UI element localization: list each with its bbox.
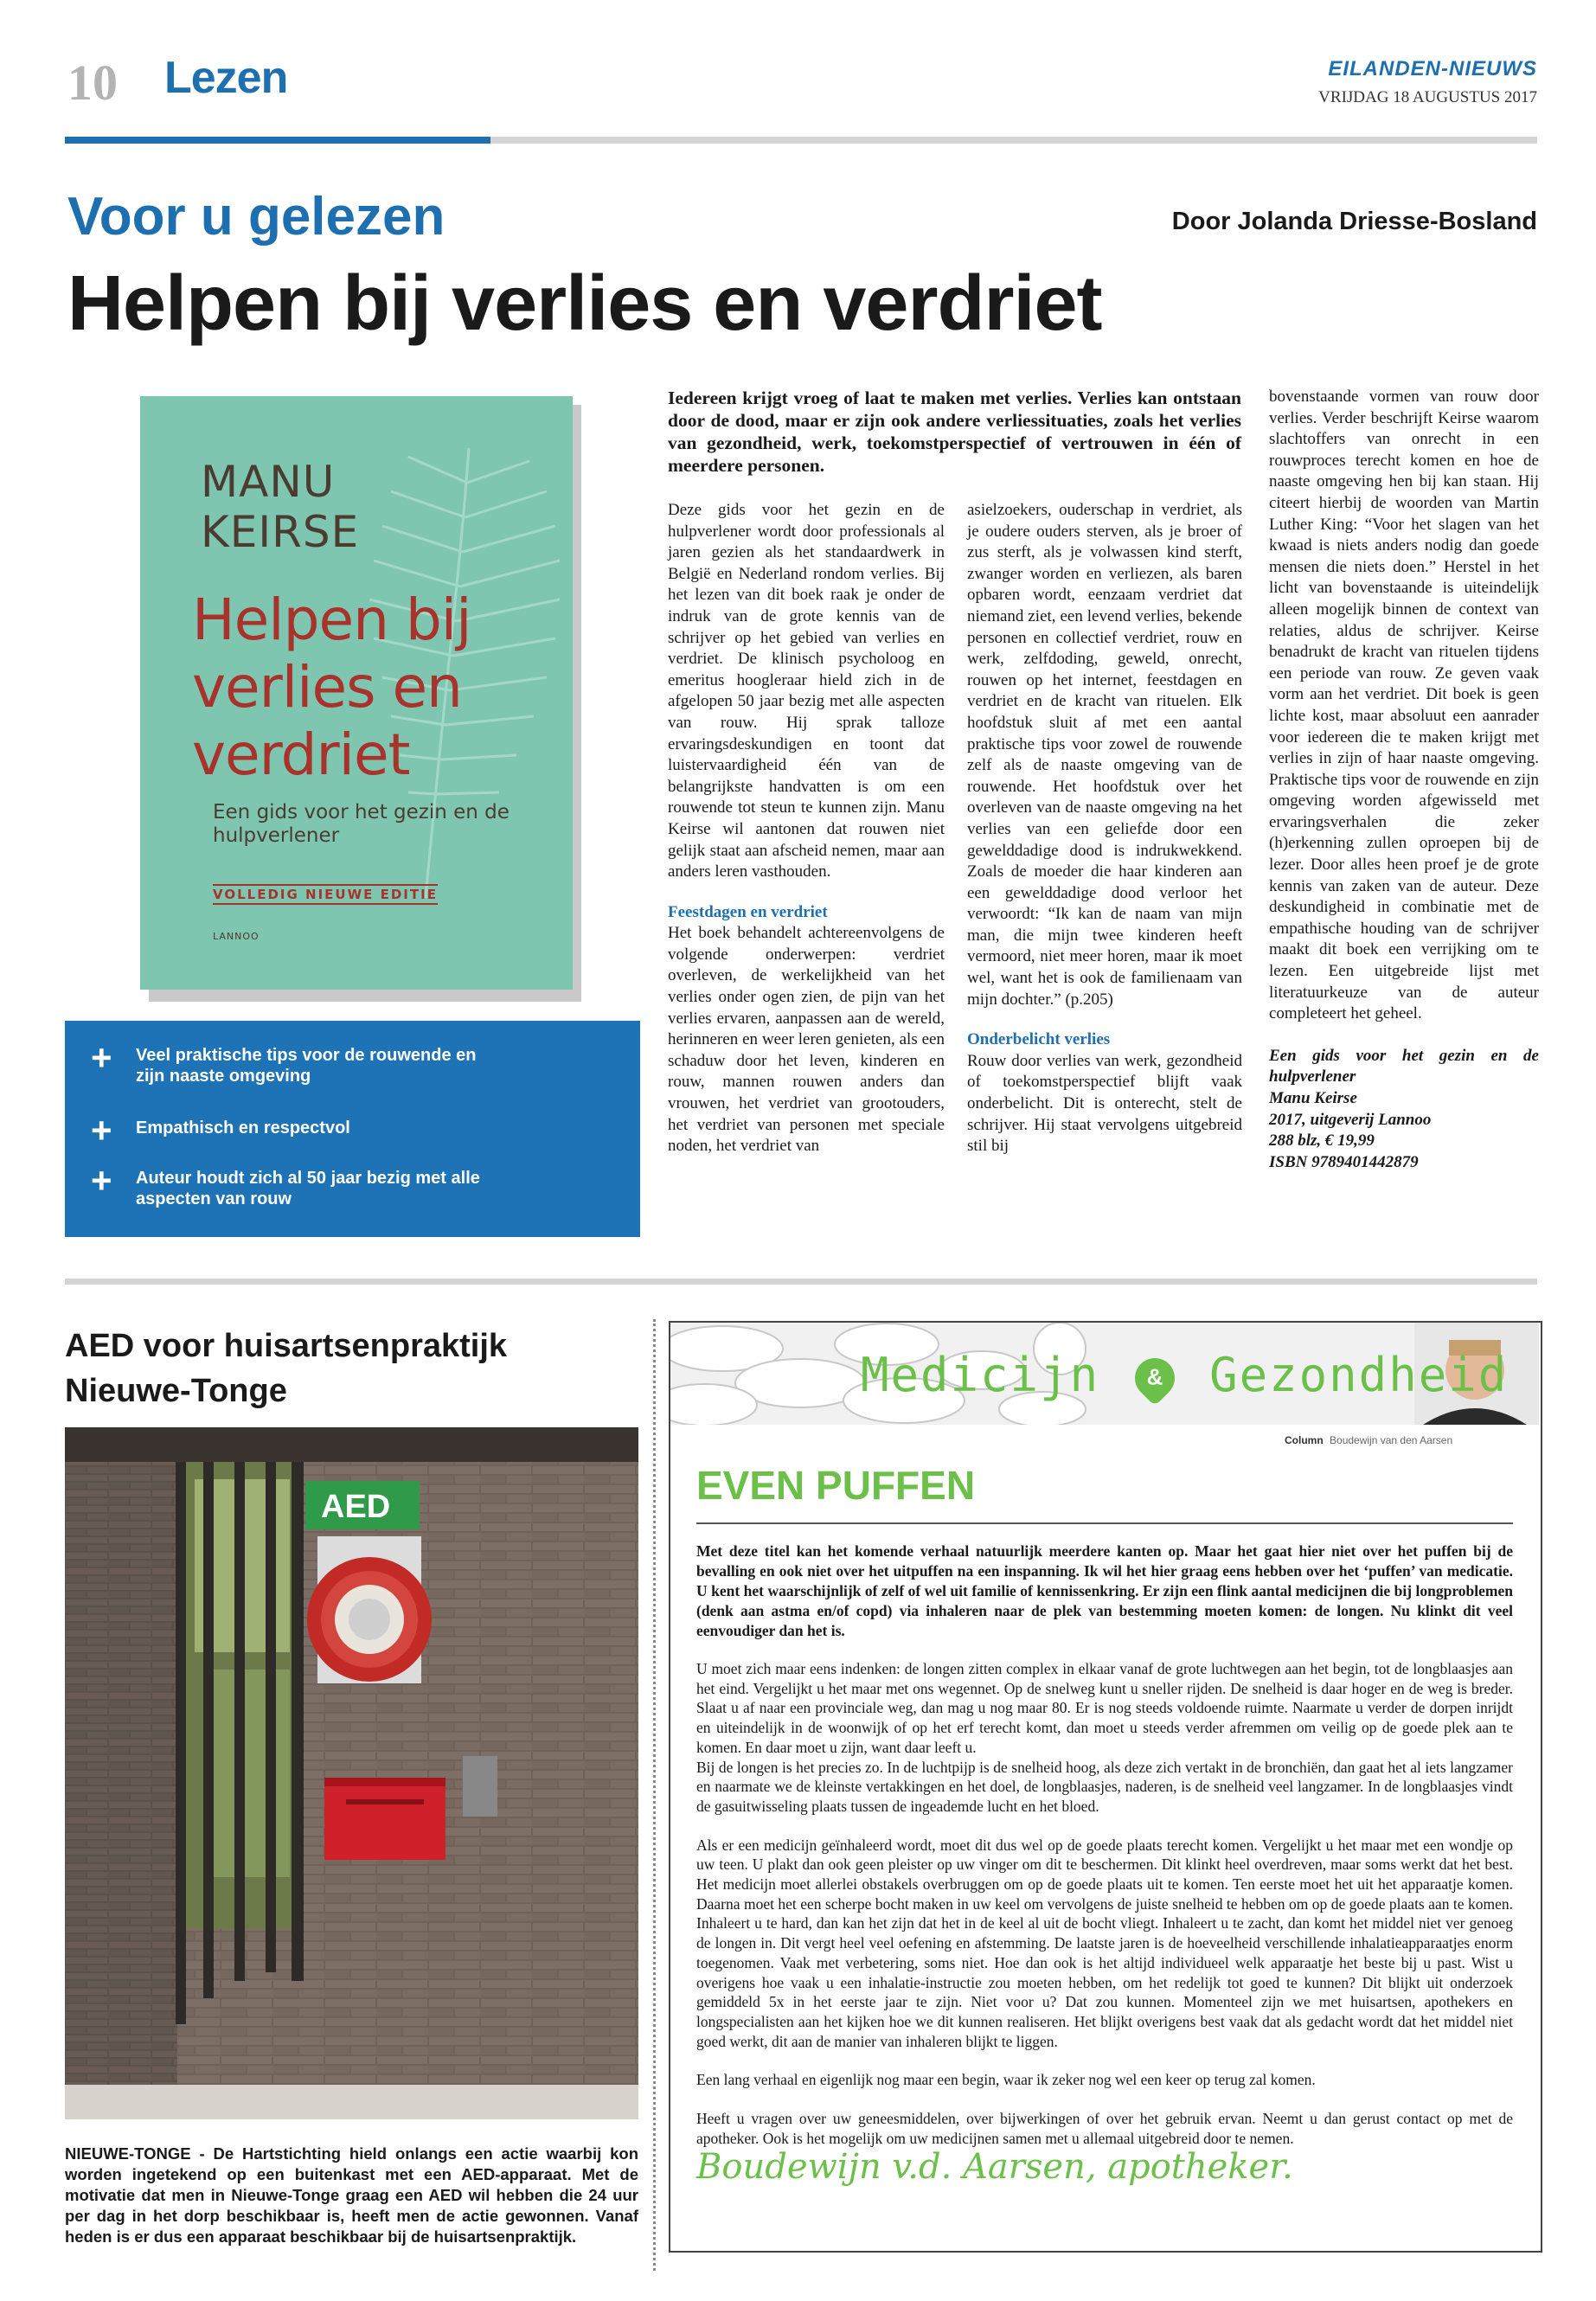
book-info-publisher: 2017, uitgeverij Lannoo <box>1269 1110 1432 1129</box>
plus-icon: + <box>91 1110 112 1150</box>
author-signature: Boudewijn v.d. Aarsen, apotheker. <box>696 2147 1293 2187</box>
article-headline: Helpen bij verlies en verdriet <box>67 260 1102 347</box>
heart-icon: & <box>1126 1350 1183 1407</box>
book-subtitle: Een gids voor het gezin en de hulpverlener <box>213 801 510 847</box>
paragraph: Rouw door verlies van werk, gezondheid of toekomstperspectief blijft vaak onderbelicht. Dit is onterecht, stelt de schrijver. Hij staat vervolgens uitgebreid stil bij <box>967 1051 1242 1156</box>
paragraph: bovenstaande vormen van rouw door verlies. Verder beschrijft Keirse waarom slachtoffers van onrecht in een rouwproces terecht komen en hoe de naaste omgeving hen bij kan staan. Hij citeert hierbij de woorden van Martin Luther King: “Voor het slagen van het kwaad is niets anders nodig dan goede mensen die niets doen.” Herstel in het licht van bovenstaande is uiteindelijk alleen mogelijk binnen de context van relaties, aldus de schrijver. Keirse benadrukt de kracht van rituelen tijdens een periode van rouw. Ze geven vaak vorm aan het verdriet. Dit boek is geen lichte kost, maar absoluut een aanrader voor iedereen die te maken krijgt met verlies in zijn of haar naaste omgeving. Praktische tips voor de rouwende en zijn omgeving worden afgewisseld met ervaringsverhalen die zeker (h)erkenning zullen oproepen bij de lezer. Door alles heen proef je de grote kennis van zaken van de auteur. Deze deskundigheid in combinatie met de empathische houding van de schrijver maakt dit boek een verrijking om te lezen. Een uitgebreide lijst met literatuurkeuze van de auteur completeert het geheel. <box>1269 388 1539 1023</box>
pros-box <box>65 1021 640 1237</box>
pro-item: + Veel praktische tips voor de rouwende en zijn naaste omgeving <box>91 1037 477 1086</box>
column-lead: Met deze titel kan het komende verhaal natuurlijk meerdere kanten op. Maar het gaat hier niet over het puffen bij de bevalling en ook niet over het uitpuffen na een inspanning. Ik wil het hier graag eens hebben over het ‘puffen’ van medicatie. U kent het waarschijnlijk of zelf of wel uit familie of kennissenkring. Er zijn een flink aantal medicijnen die bij longproblemen (denk aan astma en/of copd) via inhaleren naar de plek van bestemming moeten komen: de longen. Nu klinkt dit veel eenvoudiger dan het is. <box>696 1542 1513 1639</box>
paragraph: Heeft u vragen over uw geneesmiddelen, over bijwerkingen of over het gebruik ervan. Neemt u dan gerust contact op met de apotheker. Ook is het mogelijk om uw medicijnen samen met u allemaal uitgebreid door te nemen. <box>696 2110 1513 2147</box>
article-column-1 <box>668 500 945 1157</box>
column-banner-title: Medicijn & Gezondheid <box>861 1348 1508 1402</box>
book-info-author: Manu Keirse <box>1269 1089 1357 1107</box>
pro-item: + Empathisch en respectvol <box>91 1110 350 1150</box>
section-title: Lezen <box>164 53 288 103</box>
aed-sign-text: AED <box>321 1489 391 1525</box>
book-cover <box>140 396 573 990</box>
book-info-isbn: ISBN 9789401442879 <box>1269 1152 1419 1171</box>
book-info-title: Een gids voor het gezin en de hulpverlener <box>1269 1046 1539 1086</box>
column-separator <box>653 1319 656 2271</box>
paragraph: Deze gids voor het gezin en de hulpverlener wordt door professionals al jaren gezien als het standaardwerk in België en Nederland rondom verlies. Bij het lezen van dit boek raak je onder de indruk van de grote kennis van de schrijver op het gebied van verlies en verdriet. De klinisch psycholoog en emeritus hoogleraar hield zich in de afgelopen 50 jaar bezig met alle aspecten van rouw. Hij sprak talloze ervaringsdeskundigen en toont dat luistervaardigheid één van de belangrijkste handvatten is om een rouwende tot steun te kunnen zijn. Manu Keirse wil aantonen dat rouwen niet gelijk staat aan afscheid nemen, maar aan anders leren vasthouden. <box>668 501 945 881</box>
header-rule <box>490 137 1537 144</box>
subheading: Feestdagen en verdriet <box>668 902 828 921</box>
column-body <box>696 1659 1513 2148</box>
book-edition: VOLLEDIG NIEUWE EDITIE <box>213 884 438 905</box>
newspaper-logo: EILANDEN-NIEUWS <box>1328 57 1537 80</box>
book-info-price: 288 blz, € 19,99 <box>1269 1131 1375 1150</box>
aed-photo-illustration <box>65 1427 638 2119</box>
paragraph: Als er een medicijn geïnhaleerd wordt, moet dit dus wel op de goede plaats terecht komen. Vergelijkt u het maar met een wondje op uw teen. U plakt dan ook geen pleister op uw vinger om dit te beschermen. Dit klinkt heel overdreven, maar soms werkt dat het best. Het medicijn moet allerlei obstakels overbruggen om op de goede plaats uit te komen. Ten eerste moet het uit het apparaatje komen. Daarna moet het een scherpe bocht maken in uw keel om vervolgens de juiste snelheid te hebben om op de goede plaats aan te komen. Inhaleert u te hard, dan kan het zijn dat het in de keel al uit de bocht vliegt. Inhaleert u te zacht, dan komt het middel niet ver genoeg de longen in. Dit vergt heel veel oefening en afstemming. De laatste jaren is de hoeveelheid verschillende inhalatieapparaatjes enorm toegenomen. Vaak met verbetering, soms niet. Hoe dan ook is het altijd individueel welk apparaatje het beste bij u past. Wist u overigens hoe vaak u een inhalatie-instructie zou moeten hebben, om het redelijk tot goed te kunnen? Dit blijkt uit onderzoek gemiddeld 5x in het eerste jaar te zijn. Niet voor u? Dat zou kunnen. Momenteel zijn we met huisartsen, apothekers en longspecialisten aan het kijken hoe we dit kunnen realiseren. Het blijkt overigens best vaak dat als gedacht wordt dat het middel niet goed werkt, dit aan de manier van inhaleren blijkt te liggen. <box>696 1836 1513 2050</box>
article-column-3 <box>1269 387 1539 1173</box>
header-rule-accent <box>65 137 490 144</box>
book-publisher: LANNOO <box>213 931 260 942</box>
paragraph: Het boek behandelt achtereenvolgens de volgende onderwerpen: verdriet overleven, de werkelijkheid van het verlies onder ogen zien, de pijn van het verlies ervaren, aanpassen aan de wereld, herinneren en weer leren genieten, als een schaduw door het leven, kinderen en rouw, mannen rouwen anders dan vrouwen, het verdriet van grootouders, het verdriet van personen met speciale noden, het verdriet van <box>668 924 945 1156</box>
column-headline: EVEN PUFFEN <box>696 1463 976 1508</box>
book-info <box>1269 1046 1539 1174</box>
pro-item: + Auteur houdt zich al 50 jaar bezig met alle aspecten van rouw <box>91 1160 480 1208</box>
article-column-2 <box>967 500 1242 1157</box>
article-byline: Door Jolanda Driesse-Bosland <box>1171 208 1537 235</box>
book-author: MANU KEIRSE <box>201 457 360 557</box>
aed-caption: NIEUWE-TONGE - De Hartstichting hield onlangs een actie waarbij kon worden ingetekend op een buitenkast met een AED-apparaat. Met de motivatie dat men in Nieuwe-Tonge graag een AED wil hebben die 24 uur per dag in het dorp beschikbaar is, heeft men de actie gewonnen. Vanaf heden is er dus een apparaat beschikbaar bij de huisartsenpraktijk. <box>65 2144 638 2246</box>
paragraph: asielzoekers, ouderschap in verdriet, als je oudere ouders sterven, als je broer of zus sterft, als je volwassen kind sterft, zwanger worden en verliezen, als baren opbaren wordt, eenzaam verdriet dat niemand ziet, een levend verlies, bekende personen en collectief verdriet, rouw en werk, zelfdoding, geweld, onrecht, rouwen op het internet, feestdagen en verdriet en de kracht van rituelen. Elk hoofdstuk sluit af met een aantal praktische tips voor zowel de rouwende zelf als de naaste omgeving van de rouwende. Het hoofdstuk over het overleven van de naaste omgeving na het verlies van een geliefde door een gewelddadige dood is indrukwekkend. Zoals de moeder die haar kinderen aan een gewelddadige dood verloor het verwoordt: “Ik kan de naam van mijn man, die mijn twee kinderen heeft vermoord, niet meer horen, maar ik moet wel, want het is ook de familienaam van mijn dochter.” (p.205) <box>967 501 1242 1009</box>
aed-photo <box>65 1427 638 2119</box>
plus-icon: + <box>91 1037 112 1078</box>
paragraph: U moet zich maar eens indenken: de longen zitten complex in elkaar vanaf de grote luchtwegen aan het begin, tot de longblaasjes aan het eind. Vergelijkt u het maar met ons wegennet. Op de snelweg kunt u sneller rijden. De snelheid is daar hoger en de weg is breder. Slaat u af naar een provinciale weg, dan mag u nog maar 80. Er is nog steeds voldoende ruimte. Naarmate u verder de dorpen inrijdt en uiteindelijk in de woonwijk of op het erf terecht komt, dan moet u steeds verder afremmen om veilig op de goede plek aan te komen. En daar moet u zijn, want daar leeft u. <box>696 1660 1513 1756</box>
column-rule <box>696 1522 1513 1524</box>
paragraph: Een lang verhaal en eigenlijk nog maar een begin, waar ik zeker nog wel een keer op terug zal komen. <box>696 2071 1316 2089</box>
article-kicker: Voor u gelezen <box>67 187 445 247</box>
article-lead: Iedereen krijgt vroeg of laat te maken met verlies. Verlies kan ontstaan door de dood, maar er zijn ook andere verliessituaties, zoals het verlies van gezondheid, werk, toekomstperspectief of vertrouwen in één of meerdere personen. <box>668 388 1241 476</box>
aed-headline: AED voor huisartsenpraktijk Nieuwe-Tonge <box>65 1328 508 1409</box>
page-number: 10 <box>67 54 118 111</box>
plus-icon: + <box>91 1160 112 1201</box>
section-divider <box>65 1279 1537 1285</box>
book-title: Helpen bij verlies en verdriet <box>192 586 471 788</box>
subheading: Onderbelicht verlies <box>967 1030 1111 1049</box>
paragraph: Bij de longen is het precies zo. In de luchtpijp is de snelheid hoog, als deze zich vertakt in de bronchiën, dan gaat het al iets langzamer en naarmate we de kleinste vertakkingen en het doel, de longblaasjes, naderen, is de snelheid veel langzamer. In de longblaasjes vindt de gasuitwisseling plaats tussen de ingeademde lucht en het bloed. <box>696 1758 1513 1815</box>
issue-date: VRIJDAG 18 AUGUSTUS 2017 <box>1318 88 1537 106</box>
column-label: Column Boudewijn van den Aarsen <box>1285 1434 1453 1446</box>
